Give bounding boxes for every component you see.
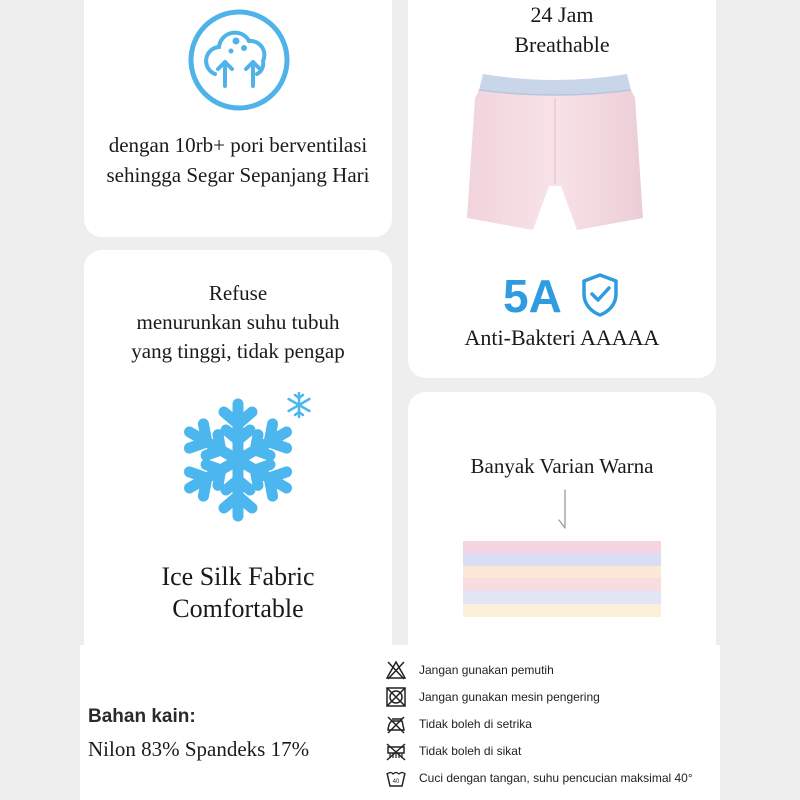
ventilation-description: dengan 10rb+ pori berventilasi sehingga Segar Sepanjang Hari xyxy=(106,133,370,187)
small-snowflake-icon xyxy=(284,390,314,420)
color-variant-title: Banyak Varian Warna xyxy=(470,454,654,478)
color-swatches xyxy=(463,541,661,617)
arrow-down-icon xyxy=(556,488,572,532)
cooling-description: Refuse menurunkan suhu tubuh yang tinggi, tidak pengap xyxy=(131,281,345,363)
no-brush-icon xyxy=(385,741,407,761)
care-item: Tidak boleh di setrika xyxy=(385,710,725,737)
material-label: Bahan kain: xyxy=(88,706,196,727)
product-image xyxy=(465,68,645,238)
cloud-vent-icon xyxy=(181,4,297,112)
anti-bacteria-caption: Anti-Bakteri AAAAA xyxy=(464,325,660,350)
care-instructions xyxy=(385,656,725,791)
no-tumble-dry-icon xyxy=(385,687,407,707)
material-value: Nilon 83% Spandeks 17% xyxy=(88,737,310,761)
no-bleach-icon xyxy=(385,660,407,680)
care-item: 40 Cuci dengan tangan, suhu pencucian maksimal 40° xyxy=(385,764,725,791)
ice-silk-fabric-title: Ice Silk Fabric Comfortable xyxy=(161,562,315,623)
hand-wash-40-icon xyxy=(385,768,407,788)
color-variant-card xyxy=(408,392,716,672)
no-iron-icon xyxy=(385,714,407,734)
snowflake-icon xyxy=(176,398,300,522)
5a-badge: 5A xyxy=(503,270,562,322)
care-item: Jangan gunakan pemutih xyxy=(385,656,725,683)
care-item: Jangan gunakan mesin pengering xyxy=(385,683,725,710)
care-item: Tidak boleh di sikat xyxy=(385,737,725,764)
shield-check-icon xyxy=(580,272,620,318)
breathable-title: 24 Jam Breathable xyxy=(514,2,610,57)
svg-text:40: 40 xyxy=(392,778,400,785)
